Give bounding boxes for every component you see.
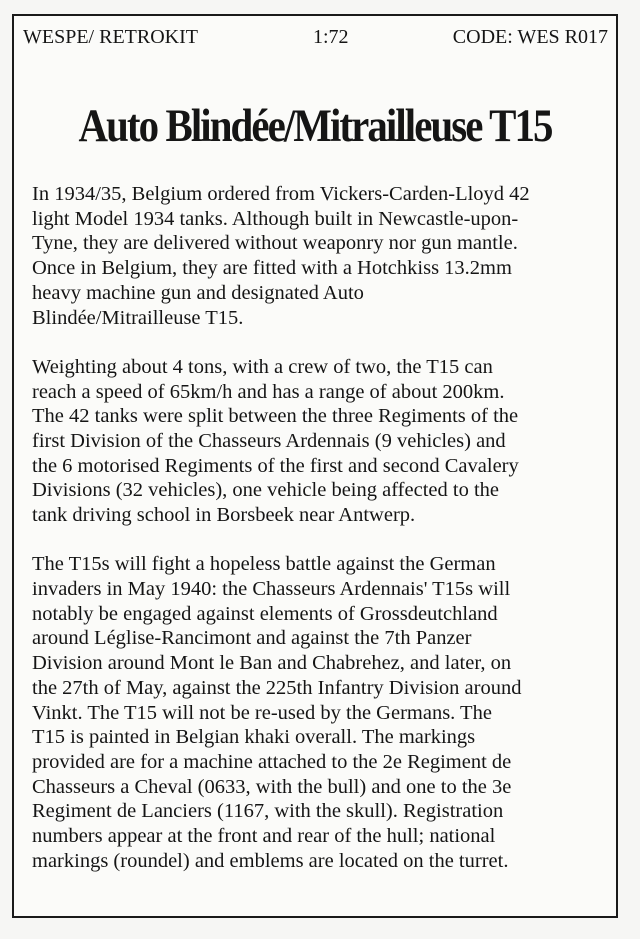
text-line: Blindée/Mitrailleuse T15.: [32, 306, 244, 329]
text-line: Once in Belgium, they are fitted with a Hotchkiss 13.2mm: [32, 257, 512, 280]
scale-label: 1:72: [313, 26, 349, 48]
text-line: heavy machine gun and designated Auto: [32, 281, 364, 304]
text-line: Weighting about 4 tons, with a crew of two, the T15 can: [32, 355, 493, 378]
instruction-sheet: [12, 14, 618, 918]
text-line: numbers appear at the front and rear of the hull; national: [32, 825, 496, 848]
text-line: the 27th of May, against the 225th Infantry Division around: [32, 676, 522, 699]
paragraph-history: [32, 182, 617, 330]
text-line: Vinkt. The T15 will not be re-used by the Germans. The: [32, 701, 492, 724]
text-line: Divisions (32 vehicles), one vehicle being affected to the: [32, 479, 499, 502]
text-line: markings (roundel) and emblems are located on the turret.: [32, 849, 509, 872]
text-line: Tyne, they are delivered without weaponry nor gun mantle.: [32, 232, 518, 255]
header-row: [23, 24, 608, 50]
text-line: Regiment de Lanciers (1167, with the skull). Registration: [32, 800, 504, 823]
text-line: In 1934/35, Belgium ordered from Vickers-Carden-Lloyd 42: [32, 183, 530, 205]
paragraph-specifications: [32, 355, 617, 528]
text-line: reach a speed of 65km/h and has a range of about 200km.: [32, 380, 505, 403]
text-line: Division around Mont le Ban and Chabrehez, and later, on: [32, 652, 512, 675]
paragraph-service-and-markings: [32, 552, 617, 873]
brand-label: WESPE/ RETROKIT: [23, 26, 198, 48]
text-line: light Model 1934 tanks. Although built in Newcastle-upon-: [32, 207, 519, 230]
text-line: the 6 motorised Regiments of the first and second Cavalery: [32, 454, 519, 477]
product-code: CODE: WES R017: [452, 26, 608, 48]
text-line: T15 is painted in Belgian khaki overall. The markings: [32, 726, 476, 749]
text-line: The T15s will fight a hopeless battle against the German: [32, 553, 496, 576]
text-line: notably be engaged against elements of Grossdeutchland: [32, 602, 498, 625]
text-line: tank driving school in Borsbeek near Antwerp.: [32, 504, 416, 527]
body-text: [32, 182, 617, 898]
text-line: The 42 tanks were split between the three Regiments of the: [32, 405, 519, 428]
text-line: Chasseurs a Cheval (0633, with the bull) and one to the 3e: [32, 775, 512, 798]
page-title: Auto Blindée/Mitrailleuse T15: [78, 100, 552, 152]
text-line: provided are for a machine attached to the 2e Regiment de: [32, 750, 512, 773]
text-line: first Division of the Chasseurs Ardennais (9 vehicles) and: [32, 429, 506, 452]
text-line: around Léglise-Rancimont and against the 7th Panzer: [32, 627, 472, 650]
text-line: invaders in May 1940: the Chasseurs Ardennais' T15s will: [32, 578, 511, 601]
